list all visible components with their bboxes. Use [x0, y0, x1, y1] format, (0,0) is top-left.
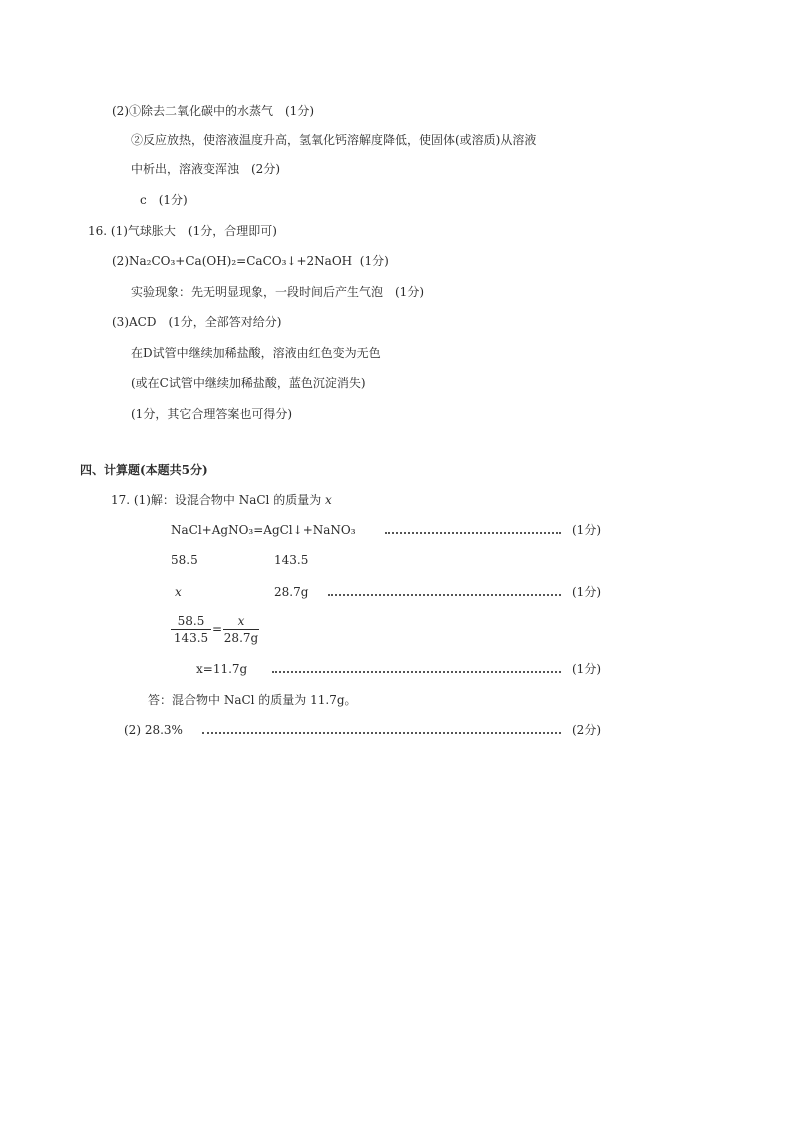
q16-part2-phenomenon: 实验现象：先无明显现象，一段时间后产生气泡 (1分) [131, 285, 425, 299]
dot-leader [272, 669, 561, 673]
answer-statement: 答：混合物中 NaCl 的质量为 11.7g。 [148, 693, 357, 707]
q16-part2-equation [112, 253, 389, 269]
equals-sign: = [236, 254, 247, 268]
q17-intro-text: 17. (1)解：设混合物中 NaCl 的质量为 [111, 493, 322, 507]
score: (1分) [572, 662, 601, 676]
unknown-x: x [175, 585, 182, 599]
reaction-equation: NaCl+AgNO₃=AgCl↓+NaNO₃ [171, 523, 356, 537]
formula-naoh: 2NaOH [306, 254, 353, 268]
q16-part1: 16. (1)气球胀大 (1分，合理即可) [88, 224, 277, 238]
fraction-left-denominator: 143.5 [173, 631, 209, 645]
fraction-left-numerator: 58.5 [177, 614, 205, 628]
fraction-equals: = [212, 622, 223, 636]
q15-part2-item3: c (1分) [140, 193, 188, 207]
molar-mass-nacl: 58.5 [171, 553, 198, 567]
fraction-right-denominator: 28.7g [223, 631, 259, 645]
score: (2分) [572, 723, 601, 737]
q15-part2-item2-line2: 中析出，溶液变浑浊 (2分) [131, 162, 280, 176]
q15-part2-item2-line1: ②反应放热，使溶液温度升高，氢氧化钙溶解度降低，使固体(或溶质)从溶液 [131, 133, 537, 147]
variable-x: x [325, 493, 332, 507]
q15-part2-item1: (2)①除去二氧化碳中的水蒸气 (1分) [112, 104, 314, 118]
q16-part3-line-c: (1分，其它合理答案也可得分) [131, 407, 292, 421]
q16-part3: (3)ACD (1分，全部答对给分) [112, 315, 282, 329]
formula-caoh2: Ca(OH)₂ [185, 254, 237, 268]
q17-intro [111, 492, 332, 508]
q16-part3-line-a: 在D试管中继续加稀盐酸，溶液由红色变为无色 [131, 346, 381, 360]
result-x: x=11.7g [196, 662, 248, 676]
dot-leader [202, 730, 561, 734]
fraction-right-numerator: x [237, 614, 245, 628]
score: (1分) [572, 585, 601, 599]
dot-leader [385, 530, 561, 534]
plus-sign: + [296, 254, 307, 268]
molar-mass-agcl: 143.5 [274, 553, 309, 567]
precipitate-arrow-icon: ↓ [286, 254, 297, 268]
plus-sign: + [175, 254, 186, 268]
given-mass-agcl: 28.7g [274, 585, 309, 599]
q16-part3-line-b: (或在C试管中继续加稀盐酸，蓝色沉淀消失) [131, 376, 366, 390]
dot-leader [328, 592, 561, 596]
score: (1分) [572, 523, 601, 537]
formula-caco3: CaCO₃ [246, 254, 287, 268]
score: (1分) [359, 254, 389, 268]
fraction-right [223, 613, 259, 646]
q16-part2-prefix: (2) [112, 254, 129, 268]
fraction-left [171, 613, 211, 646]
q17-part2: (2) 28.3% [124, 723, 183, 737]
formula-na2co3: Na₂CO₃ [129, 254, 176, 268]
section-heading: 四、计算题(本题共5分) [80, 463, 208, 477]
